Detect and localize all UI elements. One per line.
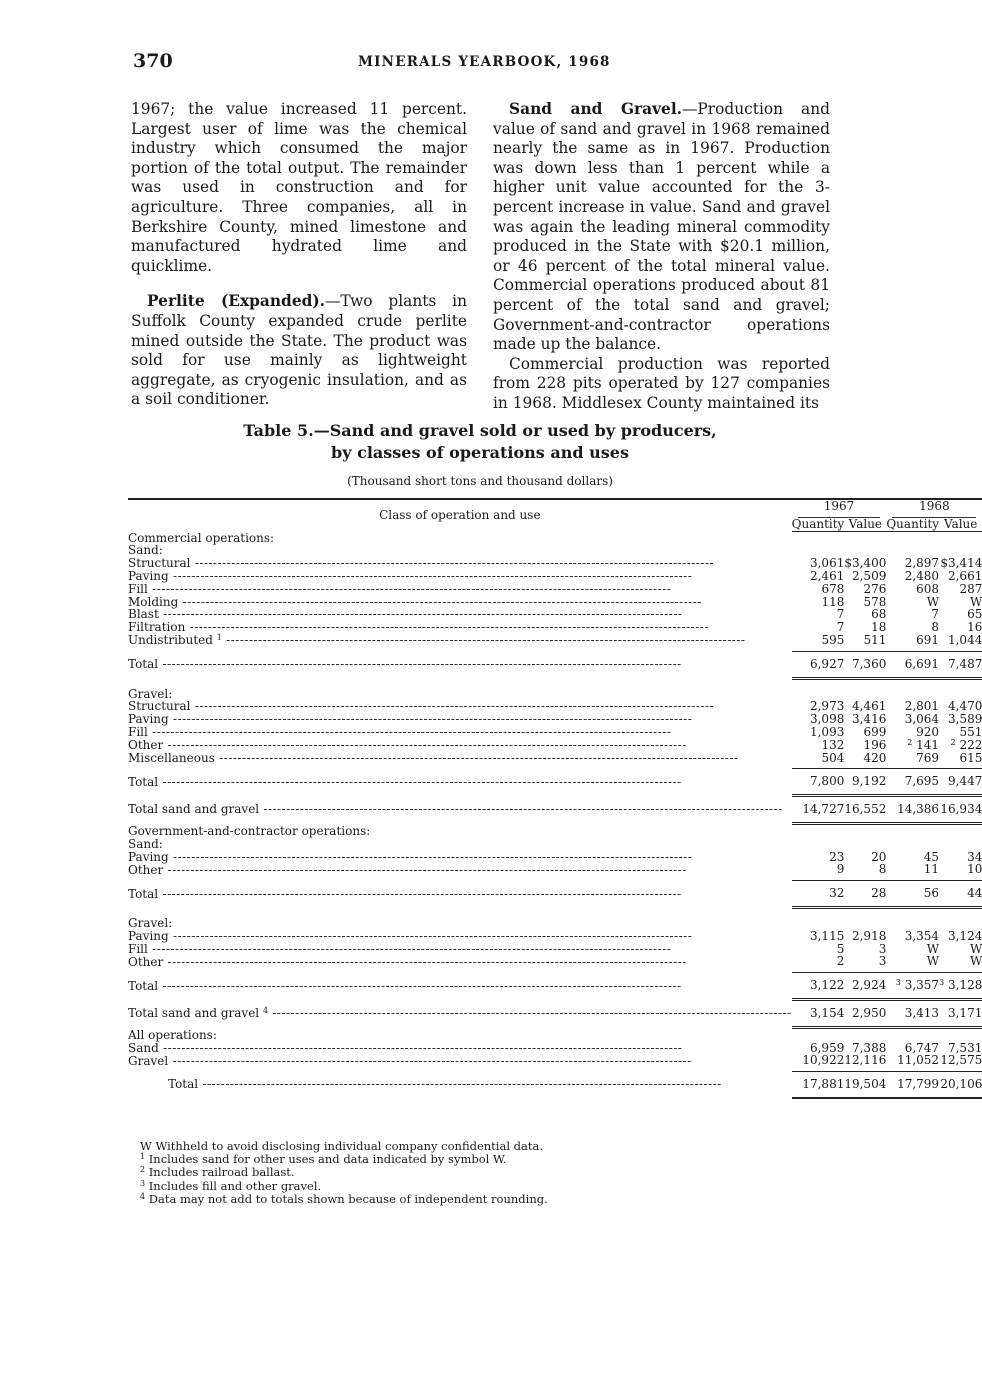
table-row xyxy=(128,851,982,864)
row-label-cell xyxy=(128,999,792,1027)
cell: 699 xyxy=(863,724,887,739)
section-label: All operations: xyxy=(128,1027,217,1042)
cell: 276 xyxy=(863,581,887,596)
footnote-ref: 3 xyxy=(939,978,945,988)
grand-total-row xyxy=(128,999,982,1027)
cell: 10,922 xyxy=(802,1053,845,1068)
subsection-header xyxy=(128,838,982,851)
cell: 18 xyxy=(871,620,887,635)
footnote-4 xyxy=(140,1193,740,1206)
total-row xyxy=(128,881,982,908)
cell: 4,470 xyxy=(947,699,982,714)
row-label: Paving ----- xyxy=(128,713,792,726)
year-1967-label: 1967 xyxy=(798,500,881,518)
cell: 2,509 xyxy=(851,568,887,583)
cell: 3,064 xyxy=(904,712,940,727)
row-label: Structural ----- xyxy=(128,700,792,713)
lime-paragraph: 1967; the value increased 11 percent. Largest user of lime was the chemical industry which consumed the major portion of the total output. The remainder was used in construction and for agriculture. Three companies, all in Berkshire County, mined limestone and manufactured hydrated lime and quicklime. xyxy=(131,100,467,275)
cell: 7,800 xyxy=(792,769,845,796)
cell: 9,447 xyxy=(939,769,982,796)
cell: 196 xyxy=(863,737,887,752)
cell: 34 xyxy=(967,849,982,864)
cell: 551 xyxy=(959,724,982,739)
cell: 20,106 xyxy=(939,1072,982,1098)
commercial-paragraph: Commercial production was reported from 228 pits operated by 127 companies in 1968. Middlesex County maintained its xyxy=(493,354,830,412)
footnote-ref: 2 xyxy=(950,737,956,747)
cell: 3 xyxy=(878,941,887,956)
cell: 678 xyxy=(821,581,845,596)
cell: 3,354 xyxy=(904,928,940,943)
footnote-mark: 1 xyxy=(140,1152,146,1162)
total-row xyxy=(128,651,982,678)
table-row xyxy=(128,955,982,972)
cell: 420 xyxy=(863,750,887,765)
cell: 7 xyxy=(836,620,845,635)
cell: 3,124 xyxy=(947,928,982,943)
table-row xyxy=(128,583,982,596)
cell: 608 xyxy=(916,581,940,596)
cell: 769 xyxy=(916,750,940,765)
table-row xyxy=(128,634,982,651)
cell: 14,386 xyxy=(886,796,939,824)
cell: 11,052 xyxy=(897,1053,940,1068)
cell: 141 xyxy=(916,737,940,752)
quantity-1967-header: Quantity xyxy=(791,516,845,531)
cell: 16,934 xyxy=(939,796,982,824)
cell: 6,927 xyxy=(792,651,845,678)
table-row xyxy=(128,1054,982,1071)
cell: 17,881 xyxy=(792,1072,845,1098)
cell: 7 xyxy=(931,607,940,622)
subsection-header xyxy=(128,678,982,700)
cell: 45 xyxy=(923,849,940,864)
cell: 511 xyxy=(863,632,887,647)
cell: 7 xyxy=(836,607,845,622)
section-header xyxy=(128,1027,982,1041)
cell: 65 xyxy=(967,607,982,622)
section-label: Government-and-contractor operations: xyxy=(128,823,371,838)
footnote-text: Includes sand for other uses and data indicated by symbol W. xyxy=(148,1152,507,1167)
cell: 17,799 xyxy=(886,1072,939,1098)
cell-with-ref xyxy=(886,739,939,752)
cell: 14,727 xyxy=(792,796,845,824)
table-caption xyxy=(130,420,830,488)
cell: 12,116 xyxy=(844,1053,887,1068)
cell-with-ref xyxy=(886,973,939,1000)
section-header xyxy=(128,823,982,837)
table-row xyxy=(128,863,982,880)
cell: 2,918 xyxy=(851,928,887,943)
cell: 3,098 xyxy=(809,712,845,727)
cell: 23 xyxy=(829,849,845,864)
footnote-text: Includes railroad ballast. xyxy=(148,1165,295,1180)
cell: 8 xyxy=(878,862,887,877)
cell: 691 xyxy=(916,632,940,647)
row-label: Paving ----- xyxy=(128,930,792,943)
cell: 7,388 xyxy=(851,1040,887,1055)
row-label: Sand ----- xyxy=(128,1042,792,1055)
row-label: Fill ----- xyxy=(128,943,792,956)
cell: 2,461 xyxy=(809,568,845,583)
row-label: Total ----- xyxy=(128,769,792,796)
row-label: Paving ----- xyxy=(128,851,792,864)
footnote-text: Includes fill and other gravel. xyxy=(148,1178,322,1193)
cell: 20 xyxy=(871,849,887,864)
cell: $3,414 xyxy=(940,556,982,571)
footnote-mark: 3 xyxy=(140,1178,146,1188)
cell: W xyxy=(926,954,940,969)
row-label: Other ----- xyxy=(128,739,792,752)
table-row xyxy=(128,621,982,634)
cell: 3,413 xyxy=(886,999,939,1027)
row-label: Miscellaneous ----- xyxy=(128,752,792,769)
sand-gravel-heading: Sand and Gravel. xyxy=(509,100,683,118)
row-label: Total sand and gravel ----- xyxy=(128,796,792,824)
row-label: Structural ----- xyxy=(128,557,792,570)
footnote-ref: 3 xyxy=(895,978,901,988)
value-1967-header: Value xyxy=(844,518,886,531)
subsection-label: Gravel: xyxy=(128,686,173,701)
cell: 28 xyxy=(844,881,886,908)
cell: 2,973 xyxy=(809,699,845,714)
row-label: Undistributed xyxy=(128,633,213,648)
page-header xyxy=(133,50,828,74)
row-label: Other ----- xyxy=(128,955,792,972)
page-number: 370 xyxy=(133,50,173,72)
sand-gravel-text: —Production and value of sand and gravel in 1968 remained nearly the same as in 1967. Production was down less than 1 percent while a higher unit value accounted for the 3-percent increase in value. Sand and gravel was again the leading mineral commodity produced in the State with $20.1 million, or 46 percent of the total mineral value. Commercial operations produced about 81 percent of the total sand and gravel; Government-and-contractor operations made up the balance. xyxy=(493,100,830,354)
cell: 9 xyxy=(836,862,845,877)
cell: 6,747 xyxy=(904,1040,940,1055)
left-column xyxy=(131,100,467,410)
table-title-line2: by classes of operations and uses xyxy=(331,443,629,462)
cell: 16 xyxy=(967,620,982,635)
perlite-paragraph xyxy=(131,292,467,410)
cell: 118 xyxy=(821,594,845,609)
cell-with-ref xyxy=(939,973,982,1000)
sand-gravel-paragraph xyxy=(493,100,830,355)
section-header xyxy=(128,531,982,544)
running-head: MINERALS YEARBOOK, 1968 xyxy=(358,54,611,70)
row-label: Molding ----- xyxy=(128,596,792,609)
table-row xyxy=(128,943,982,956)
footnote-mark: 2 xyxy=(140,1165,146,1175)
cell: 3,122 xyxy=(792,973,845,1000)
cell: 32 xyxy=(792,881,845,908)
cell: 222 xyxy=(959,737,982,752)
total-row xyxy=(128,769,982,796)
cell: W xyxy=(926,594,940,609)
row-label: Paving ----- xyxy=(128,570,792,583)
cell: 8 xyxy=(931,620,940,635)
row-label: Blast ----- xyxy=(128,608,792,621)
year-1968-label: 1968 xyxy=(892,500,976,518)
cell: 3,357 xyxy=(904,978,940,993)
subsection-label: Gravel: xyxy=(128,915,173,930)
grand-total-row xyxy=(128,796,982,824)
cell: 3,171 xyxy=(939,999,982,1027)
cell: 6,691 xyxy=(886,651,939,678)
cell: 3,128 xyxy=(947,978,982,993)
perlite-heading: Perlite (Expanded). xyxy=(147,292,326,311)
cell: 3,115 xyxy=(809,928,845,943)
cell: 2,480 xyxy=(904,568,940,583)
cell: 7,695 xyxy=(886,769,939,796)
cell: 3,416 xyxy=(851,712,887,727)
sand-gravel-table xyxy=(128,498,982,1099)
cell: 2,950 xyxy=(844,999,886,1027)
cell: 7,487 xyxy=(939,651,982,678)
cell: 68 xyxy=(871,607,887,622)
table-row xyxy=(128,752,982,769)
cell: 1,093 xyxy=(809,724,845,739)
subsection-label: Sand: xyxy=(128,836,163,851)
table-footnotes xyxy=(140,1140,740,1206)
row-label: Other ----- xyxy=(128,863,792,880)
cell: 2,924 xyxy=(844,973,886,1000)
cell: 44 xyxy=(939,881,982,908)
table-row xyxy=(128,726,982,739)
cell: 7,360 xyxy=(844,651,886,678)
cell: 504 xyxy=(821,750,845,765)
row-label: Fill ----- xyxy=(128,583,792,596)
cell: 1,044 xyxy=(947,632,982,647)
row-label: Total ----- xyxy=(128,1072,792,1098)
cell: W xyxy=(970,594,982,609)
table-title-line1: Table 5.—Sand and gravel sold or used by producers, xyxy=(243,421,717,440)
grand-total-row xyxy=(128,1072,982,1098)
cell: 4,461 xyxy=(851,699,887,714)
cell: 9,192 xyxy=(844,769,886,796)
row-label: Total ----- xyxy=(128,651,792,678)
row-label-cell xyxy=(128,634,792,651)
cell: 3,061 xyxy=(809,556,845,571)
cell: 56 xyxy=(886,881,939,908)
section-label: Commercial operations: xyxy=(128,530,275,545)
cell: 920 xyxy=(916,724,940,739)
footnote-w: W Withheld to avoid disclosing individual company confidential data. xyxy=(140,1139,544,1153)
total-row xyxy=(128,973,982,1000)
quantity-1968-header: Quantity xyxy=(886,516,940,531)
row-label: Total sand and gravel xyxy=(128,1005,260,1020)
cell: 615 xyxy=(959,750,982,765)
table-row xyxy=(128,930,982,943)
row-label: Total ----- xyxy=(128,881,792,908)
cell: 595 xyxy=(821,632,845,647)
year-1968-header xyxy=(886,499,982,518)
footnote-mark: 4 xyxy=(140,1191,146,1201)
footnote-ref: 4 xyxy=(262,1005,269,1015)
year-1967-header xyxy=(792,499,887,518)
cell: 16,552 xyxy=(844,796,886,824)
cell: 5 xyxy=(836,941,845,956)
cell: 10 xyxy=(967,862,982,877)
cell: 3 xyxy=(878,954,887,969)
stub-header: Class of operation and use xyxy=(128,499,792,531)
cell: 2,897 xyxy=(904,556,940,571)
cell: 11 xyxy=(923,862,940,877)
cell: W xyxy=(970,954,982,969)
cell: 2,661 xyxy=(947,568,982,583)
cell: $3,400 xyxy=(844,556,887,571)
cell: 6,959 xyxy=(809,1040,845,1055)
table-row xyxy=(128,739,982,752)
cell: W xyxy=(970,941,982,956)
row-label: Total ----- xyxy=(128,973,792,1000)
row-label: Fill ----- xyxy=(128,726,792,739)
cell: 7,531 xyxy=(947,1040,982,1055)
cell: W xyxy=(926,941,940,956)
value-1968-header: Value xyxy=(939,518,982,531)
cell: 3,154 xyxy=(792,999,845,1027)
cell: 578 xyxy=(863,594,887,609)
cell: 12,575 xyxy=(940,1053,982,1068)
cell: 287 xyxy=(959,581,982,596)
cell: 2 xyxy=(836,954,845,969)
table-units: (Thousand short tons and thousand dollars) xyxy=(347,474,613,488)
subsection-label: Sand: xyxy=(128,543,163,558)
perlite-text: —Two plants in Suffolk County expanded crude perlite mined outside the State. The product was sold for use mainly as lightweight aggregate, as cryogenic insulation, and as a soil conditioner. xyxy=(131,292,467,409)
cell: 132 xyxy=(821,737,845,752)
table-row xyxy=(128,570,982,583)
cell: 19,504 xyxy=(844,1072,886,1098)
row-label: Gravel ----- xyxy=(128,1054,792,1071)
subsection-header xyxy=(128,907,982,929)
footnote-ref: 2 xyxy=(907,737,913,747)
cell: 2,801 xyxy=(904,699,940,714)
footnote-ref: 1 xyxy=(216,633,222,643)
right-column xyxy=(493,100,830,414)
footnote-text: Data may not add to totals shown because of independent rounding. xyxy=(148,1191,548,1206)
row-label: Filtration ----- xyxy=(128,621,792,634)
cell: 3,589 xyxy=(947,712,982,727)
cell-with-ref xyxy=(939,739,982,752)
